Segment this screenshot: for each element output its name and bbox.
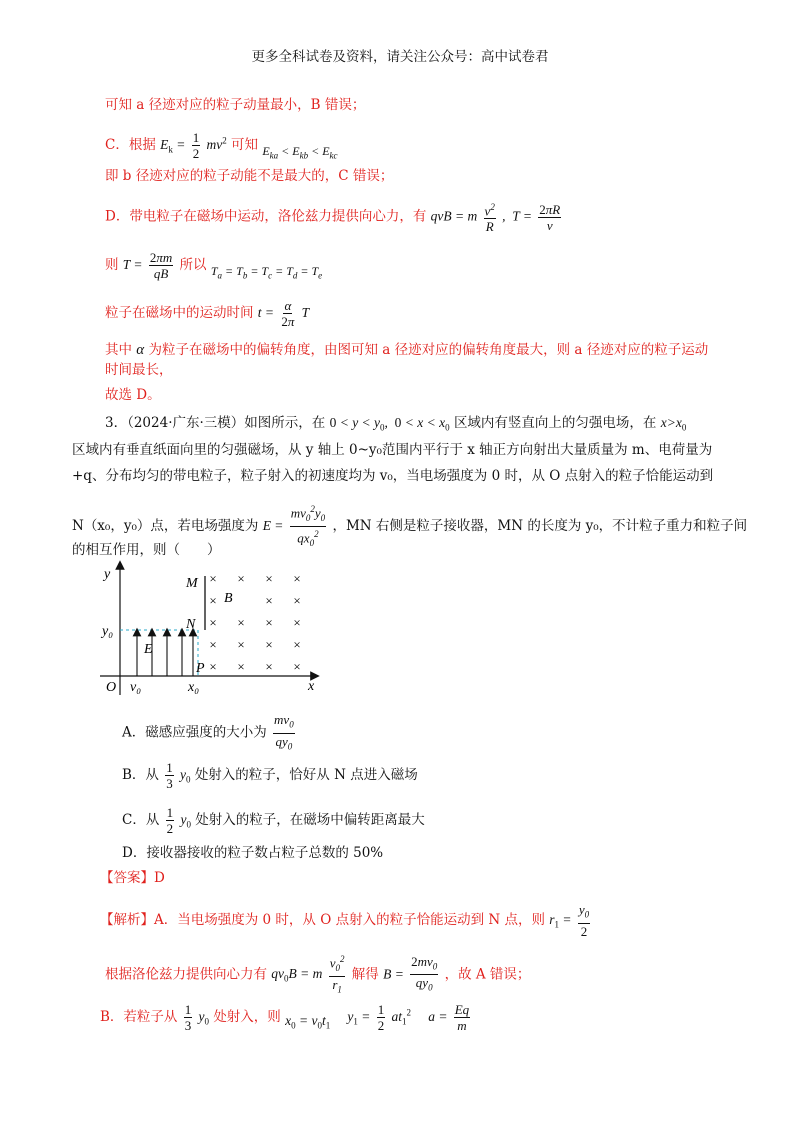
text-segment: B．从 (122, 767, 159, 783)
fraction: $\frac{y_0}{2}$ (578, 902, 590, 939)
fraction: $\frac{v^2}{R}$ (484, 202, 495, 235)
fraction: $\frac{1}{3}$ (166, 760, 173, 791)
text-segment: 则 (105, 257, 119, 273)
svg-text:×: × (237, 659, 245, 674)
formula: qvB = m (430, 208, 478, 224)
b-field-label: B (224, 591, 233, 606)
question-line: +q、分布均匀的带电粒子，粒子射入的初速度均为 v₀，当电场强度为 0 时，从 O 点射入的粒子恰能运动到 (72, 468, 714, 484)
text-line: 即 b 径迹对应的粒子动能不是最大的，C 错误； (105, 168, 394, 184)
fraction: $\frac{1}{2}$ (166, 805, 174, 836)
text-segment: B．若粒子从 (100, 1009, 178, 1025)
m-label: M (186, 576, 198, 591)
svg-text:×: × (293, 571, 301, 586)
answer-label: 【答案】 (100, 870, 154, 886)
formula: $E_k$ = (160, 137, 186, 155)
option-b (122, 760, 418, 791)
svg-text:×: × (293, 593, 301, 608)
svg-text:×: × (237, 571, 245, 586)
text-segment: 粒子在磁场中的运动时间 (105, 305, 254, 321)
formula: $qv_0B = m$ (271, 966, 323, 984)
text-line: 时间最长， (105, 362, 173, 378)
text-segment: 为粒子在磁场中的偏转角度，由图可知 a 径迹对应的偏转角度最大，则 a 径迹对应的粒子运动 (148, 342, 709, 358)
svg-text:×: × (265, 615, 273, 630)
formula: T = (122, 257, 143, 272)
svg-text:×: × (293, 615, 301, 630)
fraction: $\frac{Eq}{m}$ (454, 1002, 470, 1033)
text-segment: 可知 (231, 137, 259, 153)
svg-text:×: × (293, 659, 301, 674)
option-c (122, 805, 425, 836)
formula: $0 < y < y_0$, $0 < x < x_0$ (329, 415, 450, 433)
formula: $r_1$ = (549, 911, 572, 930)
text-segment: 所以 (179, 257, 207, 273)
text-line (105, 340, 708, 360)
analysis-line (100, 902, 592, 939)
svg-text:×: × (265, 571, 273, 586)
n-label: N (186, 617, 196, 632)
x0-label: x₀ (188, 680, 200, 695)
text-segment: C．根据 (105, 137, 156, 153)
text-line: 可知 a 径迹对应的粒子动量最小，B 错误； (105, 97, 366, 113)
formula: $T_a = T_b = T_c = T_d = T_e$ (210, 264, 323, 281)
formula: T (301, 305, 310, 320)
text-segment: A．当电场强度为 0 时，从 O 点射入的粒子恰能运动到 N 点，则 (154, 911, 545, 928)
svg-text:×: × (265, 637, 273, 652)
svg-text:×: × (265, 593, 273, 608)
answer-value: D (154, 870, 165, 886)
fraction: $\frac{1}{2}$ (192, 130, 200, 161)
text-line (105, 200, 563, 234)
axis-x-label: x (308, 679, 315, 694)
formula: t = (257, 305, 275, 320)
analysis-line (105, 952, 530, 998)
text-segment: 区域内有竖直向上的匀强电场，在 (453, 415, 657, 431)
text-line (105, 130, 338, 161)
question-line: 区域内有垂直纸面向里的匀强磁场，从 y 轴上 0~y₀范围内平行于 x 轴正方向射出大量质量为 m、电荷量为 (72, 442, 713, 458)
formula: $y_0$ (198, 1009, 210, 1027)
e-field-label: E (144, 642, 153, 657)
fraction: $\frac{v_0^2}{r_1}$ (329, 954, 345, 995)
page-header: 更多全科试卷及资料，请关注公众号：高中试卷君 (251, 49, 549, 65)
formula: $y_1$ = (347, 1009, 371, 1027)
text-segment: ，MN 右侧是粒子接收器，MN 的长度为 y₀，不计粒子重力和粒子间 (332, 517, 748, 534)
fraction: $\frac{\alpha}{2\pi}$ (281, 298, 295, 329)
formula: $at_1^2$ (391, 1007, 412, 1027)
fraction: $\frac{mv_0}{qy_0}$ (274, 712, 294, 752)
svg-text:×: × (237, 637, 245, 652)
answer-line (100, 868, 165, 888)
analysis-line (100, 1002, 472, 1033)
formula: E = (262, 517, 284, 533)
question-line: 的相互作用，则（ ） (72, 542, 221, 558)
fraction: $\frac{1}{2}$ (377, 1002, 385, 1033)
text-segment: A．磁感应强度的大小为 (122, 724, 267, 741)
svg-text:×: × (209, 659, 217, 674)
formula: $y_0$ (180, 812, 191, 830)
formula: $E_{ka} < E_{kb} < E_{kc}$ (262, 144, 338, 161)
text-line (105, 298, 309, 329)
text-segment: 处射入的粒子，恰好从 N 点进入磁场 (194, 767, 418, 783)
axis-y-label: y (104, 567, 111, 582)
text-line: 故选 D。 (105, 387, 161, 403)
analysis-label: 【解析】 (100, 911, 154, 928)
text-segment: 处射入，则 (213, 1009, 281, 1025)
formula: α (136, 342, 145, 358)
svg-text:×: × (265, 659, 273, 674)
option-d: D．接收器接收的粒子数占粒子总数的 50% (122, 845, 384, 861)
formula: $x>x_0$ (660, 415, 687, 433)
formula: $mv^2$ (206, 135, 227, 152)
svg-text:×: × (209, 637, 217, 652)
text-segment: D．带电粒子在磁场中运动，洛伦兹力提供向心力，有 (105, 208, 427, 225)
text-segment: 解得 (351, 966, 379, 983)
v0-label: v₀ (130, 680, 142, 695)
svg-text:×: × (209, 571, 217, 586)
field-diagram (90, 560, 350, 700)
text-segment: N（x₀，y₀）点，若电场强度为 (72, 517, 259, 534)
svg-text:×: × (293, 637, 301, 652)
text-segment: 处射入的粒子，在磁场中偏转距离最大 (195, 812, 425, 828)
formula: a = (428, 1009, 448, 1024)
question-line (105, 413, 686, 438)
fraction: $\frac{2\pi R}{v}$ (539, 201, 561, 233)
formula: $y_0$ (180, 767, 191, 785)
text-segment: 根据洛伦兹力提供向心力有 (105, 966, 267, 983)
b-field-crosses (209, 571, 300, 674)
formula: B = (383, 966, 404, 982)
text-segment: 其中 (105, 342, 132, 358)
fraction: $\frac{2mv_0}{qy_0}$ (411, 953, 438, 993)
text-segment: ，故 A 错误； (444, 966, 531, 983)
formula: , T = (502, 208, 532, 224)
y0-label: y₀ (102, 624, 114, 639)
svg-text:×: × (209, 593, 217, 608)
text-segment: 3．（2024·广东·三模）如图所示，在 (105, 415, 326, 431)
option-a (122, 712, 297, 754)
formula: $x_0 = v_0t_1$ (285, 1013, 331, 1031)
text-line (105, 250, 322, 281)
fraction: $\frac{2\pi m}{qB}$ (149, 250, 173, 281)
svg-text:×: × (209, 615, 217, 630)
origin-label: O (106, 680, 117, 695)
fraction: $\frac{mv_0^2y_0}{qx_0^2}$ (290, 504, 326, 548)
fraction: $\frac{1}{3}$ (184, 1002, 192, 1033)
p-label: P (196, 661, 205, 676)
svg-text:×: × (237, 615, 245, 630)
text-segment: C．从 (122, 812, 160, 828)
